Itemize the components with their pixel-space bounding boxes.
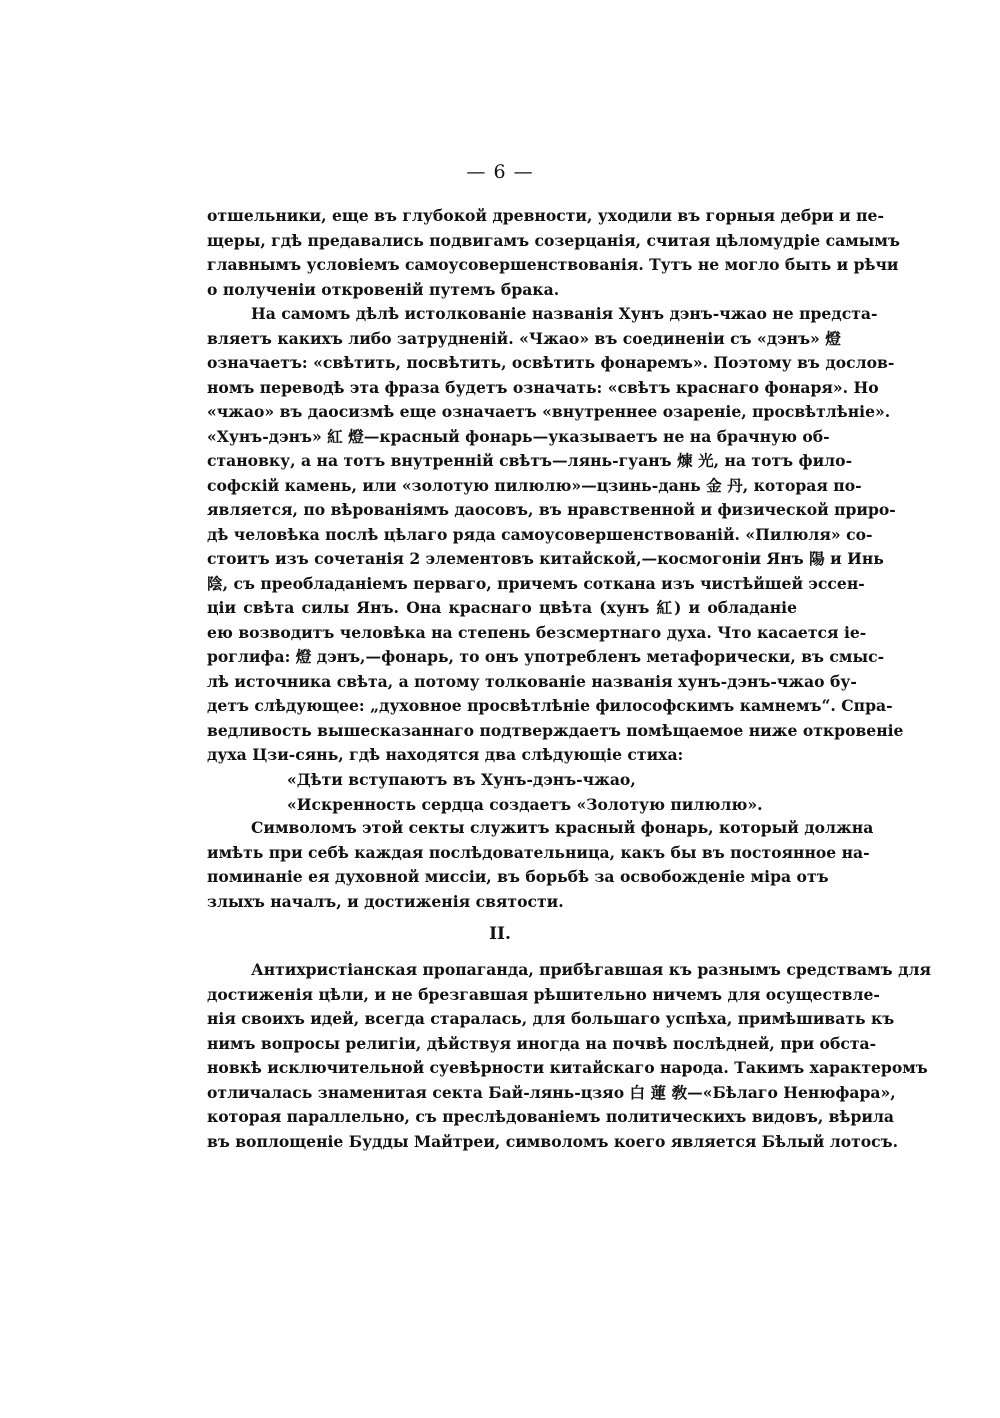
text-line: 陰, съ преобладаніемъ перваго, причемъ соткана изъ чистѣйшей эссен- xyxy=(207,573,865,593)
text-line: вляетъ какихъ либо затрудненій. «Чжао» въ соединеніи съ «дэнъ» 燈 xyxy=(207,328,841,348)
text-line: является, по вѣрованіямъ даосовъ, въ нравственной и физической приро- xyxy=(207,500,896,519)
paragraph-symbol xyxy=(207,816,874,914)
text-line: ею возводитъ человѣка на степень безсмертнаго духа. Что касается іе- xyxy=(207,622,867,642)
text-line: имѣть при себѣ каждая послѣдовательница, какъ бы въ постоянное на- xyxy=(207,842,870,862)
text-line: о полученіи откровеній путемъ брака. xyxy=(207,279,560,299)
text-line: софскій камень, или «золотую пилюлю»—цзинь-дань 金 丹, которая по- xyxy=(207,475,862,495)
text-line: нимъ вопросы религіи, дѣйствуя иногда на почвѣ послѣдней, при обста- xyxy=(207,1033,877,1053)
paragraph-propaganda xyxy=(207,958,931,1154)
text-line: «чжао» въ даосизмѣ еще означаетъ «внутреннее озареніе, просвѣтлѣніе». xyxy=(207,402,891,421)
text-line: Антихристіанская пропаганда, прибѣгавшая къ разнымъ средствамъ для xyxy=(251,960,931,979)
text-line: новкѣ исключительной суевѣрности китайскаго народа. Такимъ характеромъ xyxy=(207,1058,928,1077)
text-line: детъ слѣдующее: „духовное просвѣтлѣніе философскимъ камнемъ“. Спра- xyxy=(207,696,893,715)
text-line: ведливость вышесказаннаго подтверждаетъ помѣщаемое ниже откровеніе xyxy=(207,720,904,740)
text-line: ціи свѣта силы Янъ. Она краснаго цвѣта (хунъ 紅) и обладаніе xyxy=(207,598,797,617)
text-line: роглифа: 燈 дэнъ,—фонарь, то онъ употребленъ метафорически, въ смыс- xyxy=(207,647,885,666)
text-line: щеры, гдѣ предавались подвигамъ созерцанія, считая цѣломудріе самымъ xyxy=(207,230,900,250)
verse-line: «Дѣти вступаютъ въ Хунъ-дэнъ-чжао, xyxy=(287,770,636,789)
paragraph-interpretation xyxy=(207,302,904,768)
text-line: означаетъ: «свѣтить, посвѣтить, освѣтить фонаремъ». Поэтому въ дослов- xyxy=(207,353,895,372)
text-line: главнымъ условіемъ самоусовершенствованія. Тутъ не могло быть и рѣчи xyxy=(207,255,899,274)
verse-quote xyxy=(207,768,797,817)
paragraph-hermits xyxy=(207,204,900,302)
text-line: въ воплощеніе Будды Майтреи, символомъ коего является Бѣлый лотосъ. xyxy=(207,1131,899,1151)
text-line: которая параллельно, съ преслѣдованіемъ политическихъ видовъ, вѣрила xyxy=(207,1107,895,1126)
text-line: становку, а на тотъ внутренній свѣтъ—лянь-гуанъ 煉 光, на тотъ фило- xyxy=(207,451,853,470)
text-line: стоитъ изъ сочетанія 2 элементовъ китайской,—космогоніи Янъ 陽 и Инь xyxy=(207,549,884,568)
page-number: — 6 — xyxy=(466,161,534,183)
text-line: дѣ человѣка послѣ цѣлаго ряда самоусовершенствованій. «Пилюля» со- xyxy=(207,524,873,544)
text-line: номъ переводѣ эта фраза будетъ означать: «свѣтъ краснаго фонаря». Но xyxy=(207,377,879,397)
section-heading: II. xyxy=(489,924,511,944)
text-line: Символомъ этой секты служитъ красный фонарь, который должна xyxy=(251,818,874,837)
text-line: отличалась знаменитая секта Бай-лянь-цзяо 白 蓮 敎—«Бѣлаго Ненюфара», xyxy=(207,1082,896,1102)
text-line: достиженія цѣли, и не брезгавшая рѣшительно ничемъ для осуществле- xyxy=(207,984,880,1004)
text-line: поминаніе ея духовной миссіи, въ борьбѣ за освобожденіе міра отъ xyxy=(207,867,829,886)
text-line: злыхъ началъ, и достиженія святости. xyxy=(207,891,564,911)
text-line: отшельники, еще въ глубокой древности, уходили въ горныя дебри и пе- xyxy=(207,206,884,225)
text-line: На самомъ дѣлѣ истолкованіе названія Хунъ дэнъ-чжао не предста- xyxy=(251,304,878,323)
text-line: «Хунъ-дэнъ» 紅 燈—красный фонарь—указываетъ не на брачную об- xyxy=(207,426,830,446)
text-line: нія своихъ идей, всегда старалась, для большаго успѣха, примѣшивать къ xyxy=(207,1009,895,1028)
text-line: лѣ источника свѣта, а потому толкованіе названія хунъ-дэнъ-чжао бу- xyxy=(207,671,857,691)
verse-line: «Искренность сердца создаетъ «Золотую пилюлю». xyxy=(287,794,763,814)
text-line: духа Цзи-сянь, гдѣ находятся два слѣдующіе стиха: xyxy=(207,745,684,764)
